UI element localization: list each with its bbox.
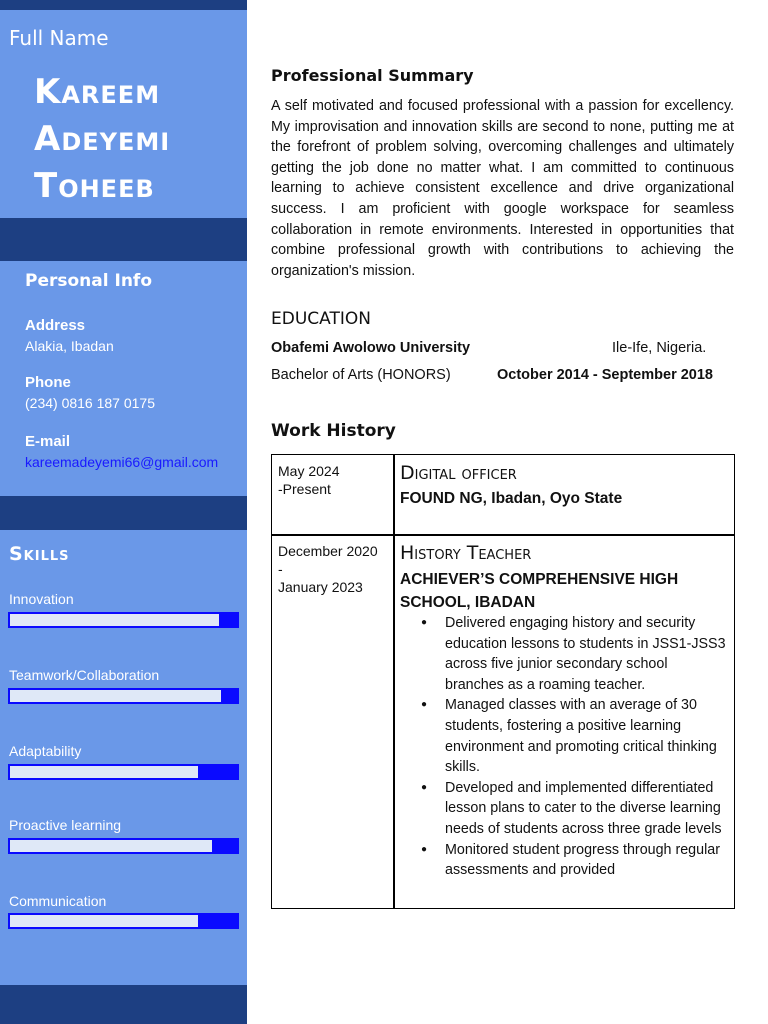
list-item: ● Delivered engaging history and security education lessons to students in JSS1-JSS3 across five junior secondary school branches as a roaming teacher. [418,613,730,695]
phone-value: (234) 0816 187 0175 [25,395,155,411]
job-company: ACHIEVER’S COMPREHENSIVE HIGH SCHOOL, IBADAN [400,571,679,611]
name-first: Kareem [34,72,161,112]
table-row-divider [271,534,735,536]
education-degree: Bachelor of Arts (HONORS) [271,367,451,383]
skill-bar-fill [10,690,221,702]
professional-summary-text: A self motivated and focused professional with a passion for excellency. My improvisation and innovation skills are second to none, putting me at the forefront of problem solving, overcoming challenges and ultimately getting the job done no matter what. I am committed to continuous learning to achieve consistent excellence and drive organizational success. I am proficient with google workspace for seamless collaboration in remote environments. Interested in opportunities that combine professional growth with contributions to achieving the organization's mission. [271,98,734,279]
skill-bar [8,764,239,780]
skill-bar [8,612,239,628]
education-school: Obafemi Awolowo University [271,340,471,356]
skill-level: Excellent [715,855,760,867]
skill-name: Proactive learning [9,817,122,833]
personal-info-heading: Personal Info [25,271,152,291]
email-label: E-mail [25,433,71,450]
skill-level: Excellent [715,631,760,643]
list-item: ● Monitored student progress through regular assessments and provided [418,840,730,881]
job-duties-list [418,613,730,881]
skills-heading: Skills [9,543,70,565]
job-dates: May 2024 -Present [278,463,340,497]
job-company: FOUND NG, Ibadan, Oyo State [400,490,623,507]
skill-bar-fill [10,614,219,626]
skill-bar [8,838,239,854]
education-location: Ile-Ife, Nigeria. [612,340,707,356]
table-column-divider [393,454,395,909]
address-label: Address [25,317,86,334]
skill-name: Adaptability [9,743,82,759]
name-last: Toheeb [34,166,155,206]
full-name-label: Full Name [9,26,109,50]
skill-name: Teamwork/Collaboration [9,667,160,683]
phone-label: Phone [25,374,71,391]
education-dates: October 2014 - September 2018 [497,367,713,383]
professional-summary-heading: Professional Summary [271,66,474,85]
email-link[interactable]: kareemadeyemi66@gmail.com [25,454,219,470]
skill-bar [8,688,239,704]
skill-name: Innovation [9,591,74,607]
skill-bar-fill [10,766,198,778]
list-item: ● Managed classes with an average of 30 students, fostering a positive learning environment and promoting critical thinking skills. [418,695,730,777]
list-item: ● Developed and implemented differentiated lesson plans to cater to the diverse learning needs of students across three grade levels [418,778,730,840]
skill-bar-fill [10,915,198,927]
job-title: History Teacher [400,542,532,564]
name-middle: Adeyemi [34,119,171,159]
education-heading: EDUCATION [271,309,371,329]
work-history-heading: Work History [271,421,396,441]
skill-bar-fill [10,840,212,852]
job-dates: December 2020 - January 2023 [278,543,378,595]
job-title: Digital officer [400,462,517,484]
skill-level: Very Good [708,932,760,944]
skill-level: Very Good [708,782,760,794]
address-value: Alakia, Ibadan [25,338,114,354]
skill-bar [8,913,239,929]
skill-name: Communication [9,893,107,909]
skill-level: Excellent [715,706,760,718]
